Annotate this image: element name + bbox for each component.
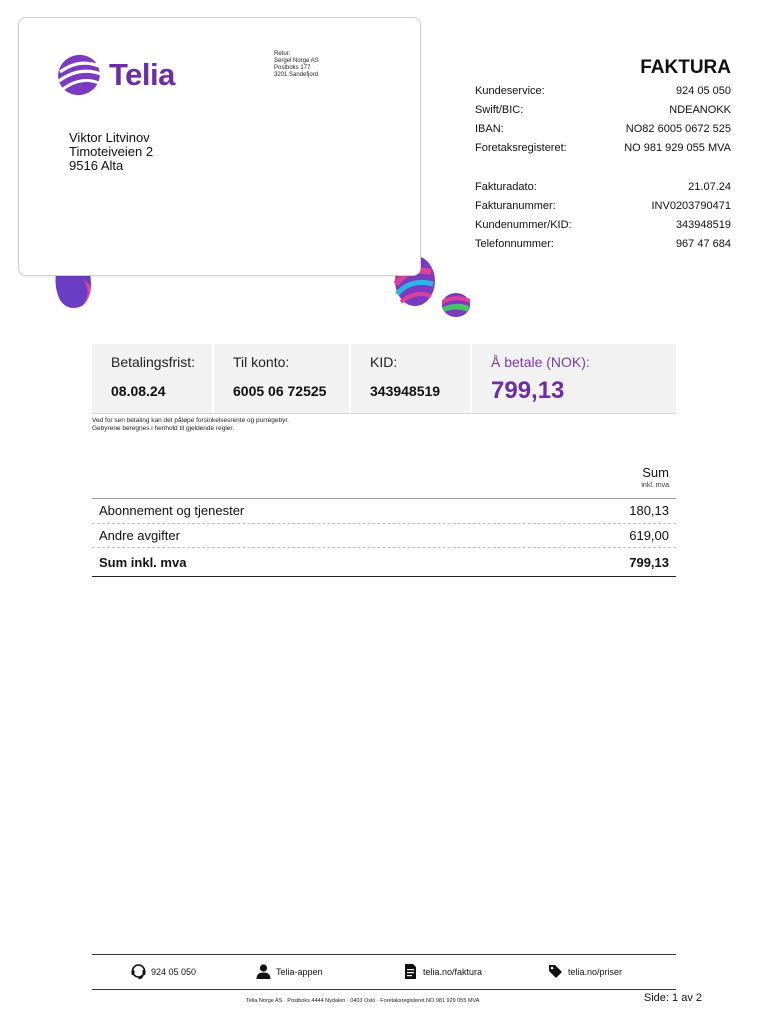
user-icon <box>255 963 272 980</box>
info-row-kundenummer: Kundenummer/KID: 343948519 <box>475 218 731 231</box>
footer-phone-link[interactable]: 924 05 050 <box>130 963 196 980</box>
payment-box <box>92 344 676 414</box>
return-address: Retur: Sergel Norge AS Postboks 177 3201 Sandefjord <box>274 51 319 78</box>
info-row-fakturanummer: Fakturanummer: INV0203790471 <box>475 199 731 212</box>
table-row: Andre avgifter 619,00 <box>92 524 676 549</box>
footer-invoice-link[interactable]: telia.no/faktura <box>402 963 482 980</box>
info-row-foretaksregisteret: Foretaksregisteret: NO 981 929 055 MVA <box>475 141 731 154</box>
due-date-value: 08.08.24 <box>111 383 166 399</box>
info-row-kundeservice: Kundeservice: 924 05 050 <box>475 84 731 97</box>
footer-links <box>92 954 676 990</box>
document-icon <box>402 963 419 980</box>
address-window <box>18 17 421 276</box>
footer-prices-link[interactable]: telia.no/priser <box>547 963 622 980</box>
account-cell: Til konto: 6005 06 72525 <box>214 344 351 413</box>
account-value: 6005 06 72525 <box>233 383 327 399</box>
sum-column-header: Sum inkl. mva <box>641 465 669 489</box>
amount-due-value: 799,13 <box>491 377 565 404</box>
headset-icon <box>130 963 147 980</box>
telia-pebble-icon <box>55 52 103 98</box>
due-date-cell: Betalingsfrist: 08.08.24 <box>92 344 214 413</box>
footer-address: Telia Norge AS · Postboks 4444 Nydalen · 0403 Oslo · Foretaksregisteret NO 981 929 055 MVA <box>246 998 480 1004</box>
page-number: Side: 1 av 2 <box>643 992 702 1004</box>
amount-due-cell: Å betale (NOK): 799,13 <box>491 354 590 404</box>
kid-cell: KID: 343948519 <box>351 344 472 413</box>
info-row-swift: Swift/BIC: NDEANOKK <box>475 103 731 116</box>
info-row-iban: IBAN: NO82 6005 0672 525 <box>475 122 731 135</box>
recipient-street: Timoteiveien 2 <box>69 144 154 159</box>
telia-logo <box>55 52 175 98</box>
summary-table <box>92 498 676 577</box>
footer-app-link[interactable]: Telia-appen <box>255 963 323 980</box>
company-info <box>475 81 731 157</box>
info-row-telefonnummer: Telefonnummer: 967 47 684 <box>475 237 731 250</box>
info-row-fakturadato: Fakturadato: 21.07.24 <box>475 180 731 193</box>
invoice-details <box>475 177 731 253</box>
recipient-city: 9516 Alta <box>69 158 124 173</box>
logo-text: Telia <box>109 57 175 92</box>
total-row: Sum inkl. mva 799,13 <box>92 548 676 577</box>
table-row: Abonnement og tjenester 180,13 <box>92 499 676 524</box>
recipient-name: Viktor Litvinov <box>69 130 150 145</box>
invoice-title: FAKTURA <box>640 57 731 78</box>
late-payment-note: Ved for sen betaling kan det påløpe forsinkelsesrente og purregebyr. Gebyrene beregnes i henhold til gjeldende regler. <box>92 417 289 432</box>
recipient-address <box>69 131 153 173</box>
pebble-decoration-small-icon <box>441 291 471 318</box>
price-tag-icon <box>547 963 564 980</box>
kid-value: 343948519 <box>370 383 441 399</box>
